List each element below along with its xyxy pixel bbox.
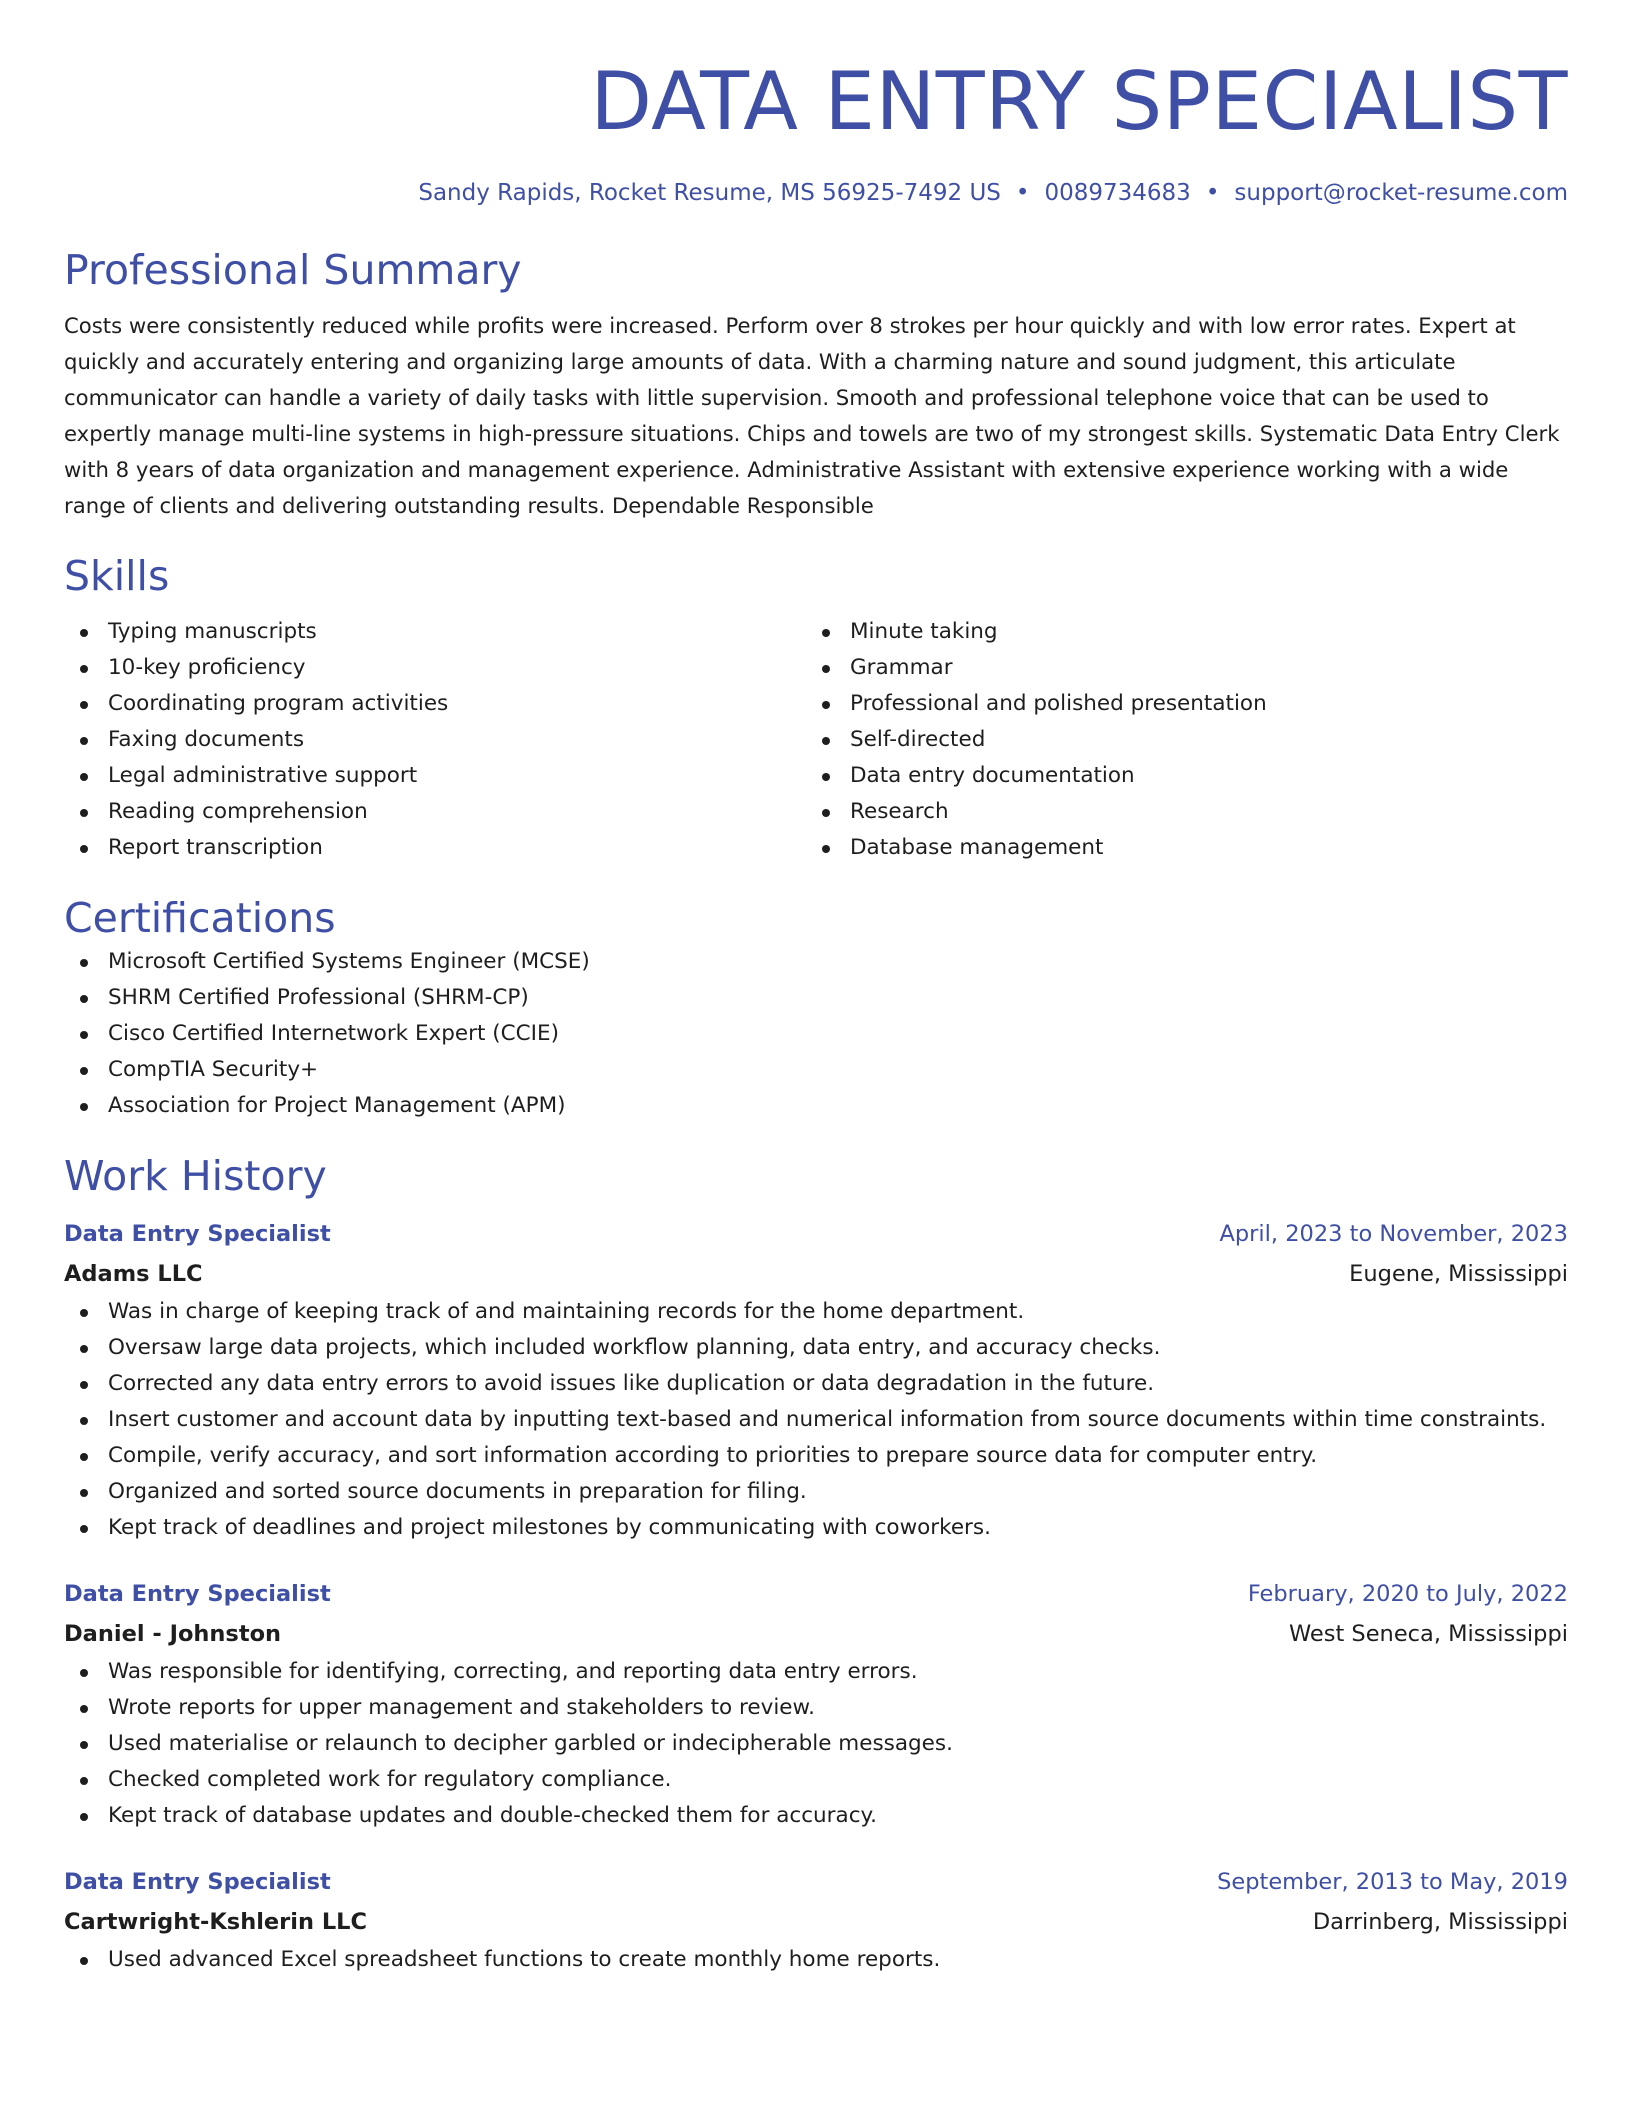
job-duty: Wrote reports for upper management and stakeholders to review. (64, 1690, 1568, 1726)
job-header (64, 1862, 1568, 1902)
summary-heading: Professional Summary (64, 246, 522, 294)
job-title: Data Entry Specialist (64, 1221, 331, 1247)
summary-text: Costs were consistently reduced while profits were increased. Perform over 8 strokes per hour quickly and with low error rates. Expert at quickly and accurately entering and organizing large amounts of data. With a charming nature and sound judgment, this articulate communicator can handle a variety of daily tasks with little supervision. Smooth and professional telephone voice that can be used to expertly manage multi-line systems in high-pressure situations. Chips and towels are two of my strongest skills. Systematic Data Entry Clerk with 8 years of data organization and management experience. Administrative Assistant with extensive experience working with a wide range of clients and delivering outstanding results. Dependable Responsible (64, 313, 1560, 518)
job-dates: September, 2013 to May, 2019 (1217, 1869, 1568, 1895)
job-employer-row (64, 1902, 1568, 1942)
job-location: Eugene, Mississippi (1349, 1261, 1568, 1287)
job-duty: Used materialise or relaunch to decipher garbled or indecipherable messages. (64, 1726, 1568, 1762)
job-company: Adams LLC (64, 1261, 203, 1287)
skill-item: Minute taking (806, 614, 1568, 650)
certification-item: CompTIA Security+ (64, 1052, 1568, 1088)
job-duties (64, 1294, 1568, 1546)
job-entry (64, 1574, 1568, 1834)
job-dates: February, 2020 to July, 2022 (1247, 1581, 1568, 1607)
job-duty: Kept track of deadlines and project milestones by communicating with coworkers. (64, 1510, 1568, 1546)
skills-list (64, 614, 1568, 866)
job-title: Data Entry Specialist (64, 1869, 331, 1895)
skill-item: Research (806, 794, 1568, 830)
job-duty: Used advanced Excel spreadsheet functions to create monthly home reports. (64, 1942, 1568, 1978)
skill-item: Report transcription (64, 830, 806, 866)
contact-separator: • (1015, 180, 1030, 206)
job-title: Data Entry Specialist (64, 1581, 331, 1607)
skill-item: Self-directed (806, 722, 1568, 758)
contact-email[interactable]: support@rocket-resume.com (1234, 180, 1568, 206)
certification-item: Microsoft Certified Systems Engineer (MCSE) (64, 944, 1568, 980)
contact-phone: 0089734683 (1044, 180, 1191, 206)
job-duty: Checked completed work for regulatory compliance. (64, 1762, 1568, 1798)
skill-item: Database management (806, 830, 1568, 866)
job-duty: Corrected any data entry errors to avoid issues like duplication or data degradation in the future. (64, 1366, 1568, 1402)
job-entry (64, 1214, 1568, 1546)
certifications-heading: Certifications (64, 894, 336, 942)
skill-item: 10-key proficiency (64, 650, 806, 686)
job-employer-row (64, 1254, 1568, 1294)
contact-line (64, 178, 1568, 208)
skill-item: Data entry documentation (806, 758, 1568, 794)
job-duty: Kept track of database updates and double-checked them for accuracy. (64, 1798, 1568, 1834)
skill-item: Faxing documents (64, 722, 806, 758)
job-location: Darrinberg, Mississippi (1312, 1909, 1568, 1935)
contact-separator: • (1205, 180, 1220, 206)
skills-column-right (806, 614, 1568, 866)
skills-heading: Skills (64, 552, 170, 600)
job-duties (64, 1942, 1568, 1978)
job-duty: Insert customer and account data by inputting text-based and numerical information from source documents within time constraints. (64, 1402, 1568, 1438)
resume-title: DATA ENTRY SPECIALIST (590, 55, 1568, 148)
job-employer-row (64, 1614, 1568, 1654)
job-duty: Was responsible for identifying, correcting, and reporting data entry errors. (64, 1654, 1568, 1690)
skill-item: Reading comprehension (64, 794, 806, 830)
skill-item: Professional and polished presentation (806, 686, 1568, 722)
job-duty: Compile, verify accuracy, and sort information according to priorities to prepare source data for computer entry. (64, 1438, 1568, 1474)
job-location: West Seneca, Mississippi (1288, 1621, 1568, 1647)
contact-address: Sandy Rapids, Rocket Resume, MS 56925-7492 US (418, 180, 1001, 206)
work-history-heading: Work History (64, 1152, 327, 1200)
skill-item: Typing manuscripts (64, 614, 806, 650)
job-entry (64, 1862, 1568, 1978)
skill-item: Coordinating program activities (64, 686, 806, 722)
certification-item: Cisco Certified Internetwork Expert (CCIE) (64, 1016, 1568, 1052)
job-duty: Oversaw large data projects, which included workflow planning, data entry, and accuracy checks. (64, 1330, 1568, 1366)
skills-column-left (64, 614, 806, 866)
certifications-list (64, 944, 1568, 1124)
certification-item: SHRM Certified Professional (SHRM-CP) (64, 980, 1568, 1016)
skill-item: Legal administrative support (64, 758, 806, 794)
job-header (64, 1574, 1568, 1614)
job-duties (64, 1654, 1568, 1834)
job-duty: Organized and sorted source documents in preparation for filing. (64, 1474, 1568, 1510)
job-company: Daniel - Johnston (64, 1621, 282, 1647)
job-duty: Was in charge of keeping track of and maintaining records for the home department. (64, 1294, 1568, 1330)
job-dates: April, 2023 to November, 2023 (1219, 1221, 1568, 1247)
skill-item: Grammar (806, 650, 1568, 686)
job-company: Cartwright-Kshlerin LLC (64, 1909, 368, 1935)
certification-item: Association for Project Management (APM) (64, 1088, 1568, 1124)
job-header (64, 1214, 1568, 1254)
